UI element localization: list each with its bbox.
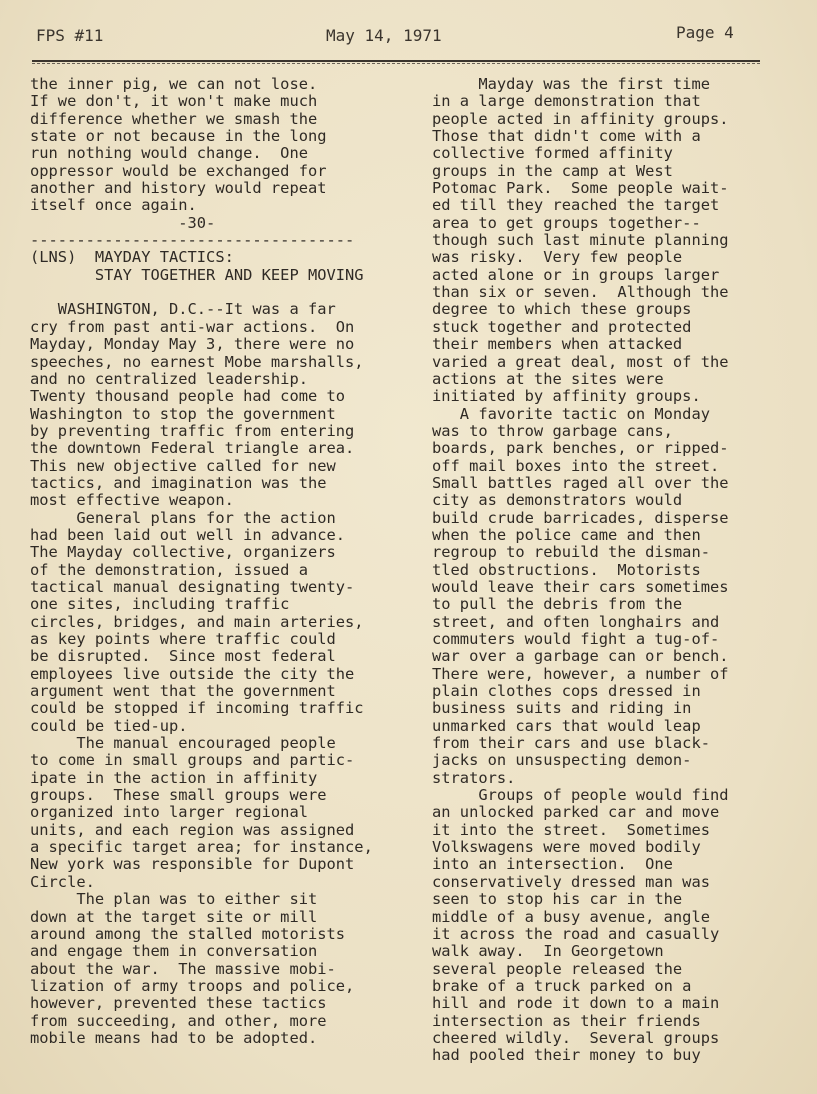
right-column-line: business suits and riding in [432,699,692,718]
left-column-line: New york was responsible for Dupont [30,855,355,874]
left-column-line: and no centralized leadership. [30,369,308,388]
right-column-line: acted alone or in groups larger [432,265,720,284]
right-column-line: regroup to rebuild the disman- [432,543,710,562]
right-column-line: ed till they reached the target [432,196,720,215]
right-column-line: actions at the sites were [432,369,664,388]
right-column-line: initiated by affinity groups. [432,387,701,406]
right-column-line: would leave their cars sometimes [432,577,729,596]
right-column-line: groups in the camp at West [432,161,673,180]
right-column-line: stuck together and protected [432,317,692,336]
left-column-line: The manual encouraged people [30,734,336,753]
left-column-line [30,284,405,301]
right-column-line: varied a great deal, most of the [432,352,729,371]
left-column-line: mobile means had to be adopted. [30,1028,318,1047]
left-column-line: tactical manual designating twenty- [30,577,355,596]
right-column-line: commuters would fight a tug-of- [432,630,720,648]
right-column-line: their members when attacked [432,335,683,354]
left-column-line: -30- [30,213,216,232]
right-column-line: Those that didn't come with a [432,127,701,146]
left-column-line: STAY TOGETHER AND KEEP MOVING [30,265,364,284]
right-column-line: into an intersection. One [432,855,673,874]
left-column-line: most effective weapon. [30,491,234,510]
right-column [432,76,792,1065]
left-column-line: to come in small groups and partic- [30,751,355,770]
right-column-line: Potomac Park. Some people wait- [432,179,729,198]
left-column-line: of the demonstration, issued a [30,560,308,579]
left-column [30,76,405,1047]
right-column-line: degree to which these groups [432,300,692,319]
right-column-line: off mail boxes into the street. [432,456,720,475]
left-column-line: (LNS) MAYDAY TACTICS: [30,248,234,267]
right-column-line: jacks on unsuspecting demon- [432,751,692,770]
left-column-line: The Mayday collective, organizers [30,543,336,562]
left-column-line: General plans for the action [30,508,336,527]
left-column-line: about the war. The massive mobi- [30,959,336,978]
left-column-line: however, prevented these tactics [30,994,327,1013]
right-column-line: Mayday was the first time [432,75,710,93]
right-column-line: middle of a busy avenue, angle [432,907,710,926]
left-column-line: another and history would repeat [30,179,327,198]
right-column-line: people acted in affinity groups. [432,109,729,128]
left-column-line: Washington to stop the government [30,404,336,423]
right-column-line: Groups of people would find [432,786,729,805]
left-column-line: groups. These small groups were [30,786,327,805]
left-column-line: WASHINGTON, D.C.--It was a far [30,300,336,319]
left-column-line: tactics, and imagination was the [30,473,327,492]
left-column-line: from succeeding, and other, more [30,1011,327,1030]
right-column-line: tled obstructions. Motorists [432,560,701,579]
right-column-line: when the police came and then [432,525,701,544]
right-column-line: conservatively dressed man was [432,872,710,891]
left-column-line: be disrupted. Since most federal [30,647,336,666]
right-column-line: to pull the debris from the [432,595,683,614]
right-column-line: intersection as their friends [432,1011,701,1030]
right-column-line: in a large demonstration that [432,92,701,111]
right-column-line: walk away. In Georgetown [432,942,664,961]
right-column-line: unmarked cars that would leap [432,716,701,735]
left-column-line: around among the stalled motorists [30,924,346,943]
left-column-line: ----------------------------------- [30,231,355,250]
left-column-line: had been laid out well in advance. [30,525,346,544]
right-column-line: There were, however, a number of [432,664,729,683]
left-column-line: ipate in the action in affinity [30,768,318,787]
right-column-line: A favorite tactic on Monday [432,404,710,423]
left-column-line: the downtown Federal triangle area. [30,439,355,458]
right-column-line: Volkswagens were moved bodily [432,838,701,857]
right-column-line: several people released the [432,959,683,978]
right-column-line: seen to stop his car in the [432,890,683,909]
left-column-line: difference whether we smash the [30,109,318,128]
left-column-line: units, and each region was assigned [30,820,355,839]
right-column-line: collective formed affinity [432,144,673,163]
left-column-line: cry from past anti-war actions. On [30,317,355,336]
right-column-line: though such last minute planning [432,231,729,250]
right-column-line: hill and rode it down to a main [432,994,720,1013]
left-column-line: could be tied-up. [30,716,188,735]
left-column-line: one sites, including traffic [30,595,290,614]
right-column-line: it into the street. Sometimes [432,820,710,839]
left-column-line: by preventing traffic from entering [30,421,355,440]
header-issue: FPS #11 [36,26,104,45]
right-column-line: Small battles raged all over the [432,473,729,492]
header-rule-dashed [32,63,760,64]
right-column-line: cheered wildly. Several groups [432,1028,720,1047]
left-column-line: the inner pig, we can not lose. [30,75,318,93]
right-column-line: than six or seven. Although the [432,283,729,302]
right-column-line: brake of a truck parked on a [432,976,692,995]
left-column-line: Twenty thousand people had come to [30,387,346,406]
header-page-number: Page 4 [676,23,734,42]
left-column-line: If we don't, it won't make much [30,92,318,111]
right-column-line: plain clothes cops dressed in [432,682,701,701]
header-rule [32,60,760,62]
right-column-line: area to get groups together-- [432,213,701,232]
right-column-line: it across the road and casually [432,924,720,943]
right-column-line: boards, park benches, or ripped- [432,439,729,458]
right-column-line: city as demonstrators would [432,491,683,510]
right-column-line: from their cars and use black- [432,734,710,753]
left-column-line: could be stopped if incoming traffic [30,699,364,718]
left-column-line: This new objective called for new [30,456,336,475]
left-column-line: Mayday, Monday May 3, there were no [30,335,355,354]
header-date: May 14, 1971 [326,26,442,45]
right-column-line: build crude barricades, disperse [432,508,729,527]
left-column-line: employees live outside the city the [30,664,355,683]
right-column-line: an unlocked parked car and move [432,803,720,822]
left-column-line: and engage them in conversation [30,942,318,961]
left-column-line: Circle. [30,872,95,891]
right-column-line: was risky. Very few people [432,248,683,267]
left-column-line: run nothing would change. One [30,144,308,163]
left-column-line: oppressor would be exchanged for [30,161,327,180]
left-column-line: argument went that the government [30,682,336,701]
left-column-line: circles, bridges, and main arteries, [30,612,364,631]
left-column-line: as key points where traffic could [30,630,336,648]
left-column-line: The plan was to either sit [30,890,318,909]
left-column-line: lization of army troops and police, [30,976,355,995]
page-header [0,22,817,46]
right-column-line: war over a garbage can or bench. [432,647,729,666]
left-column-line: speeches, no earnest Mobe marshalls, [30,352,364,371]
right-column-line: strators. [432,768,516,787]
right-column-line: had pooled their money to buy [432,1046,701,1065]
left-column-line: organized into larger regional [30,803,308,822]
right-column-line: street, and often longhairs and [432,612,720,631]
left-column-line: itself once again. [30,196,197,215]
right-column-line: was to throw garbage cans, [432,421,673,440]
left-column-line: state or not because in the long [30,127,327,146]
left-column-line: a specific target area; for instance, [30,838,373,857]
left-column-line: down at the target site or mill [30,907,318,926]
